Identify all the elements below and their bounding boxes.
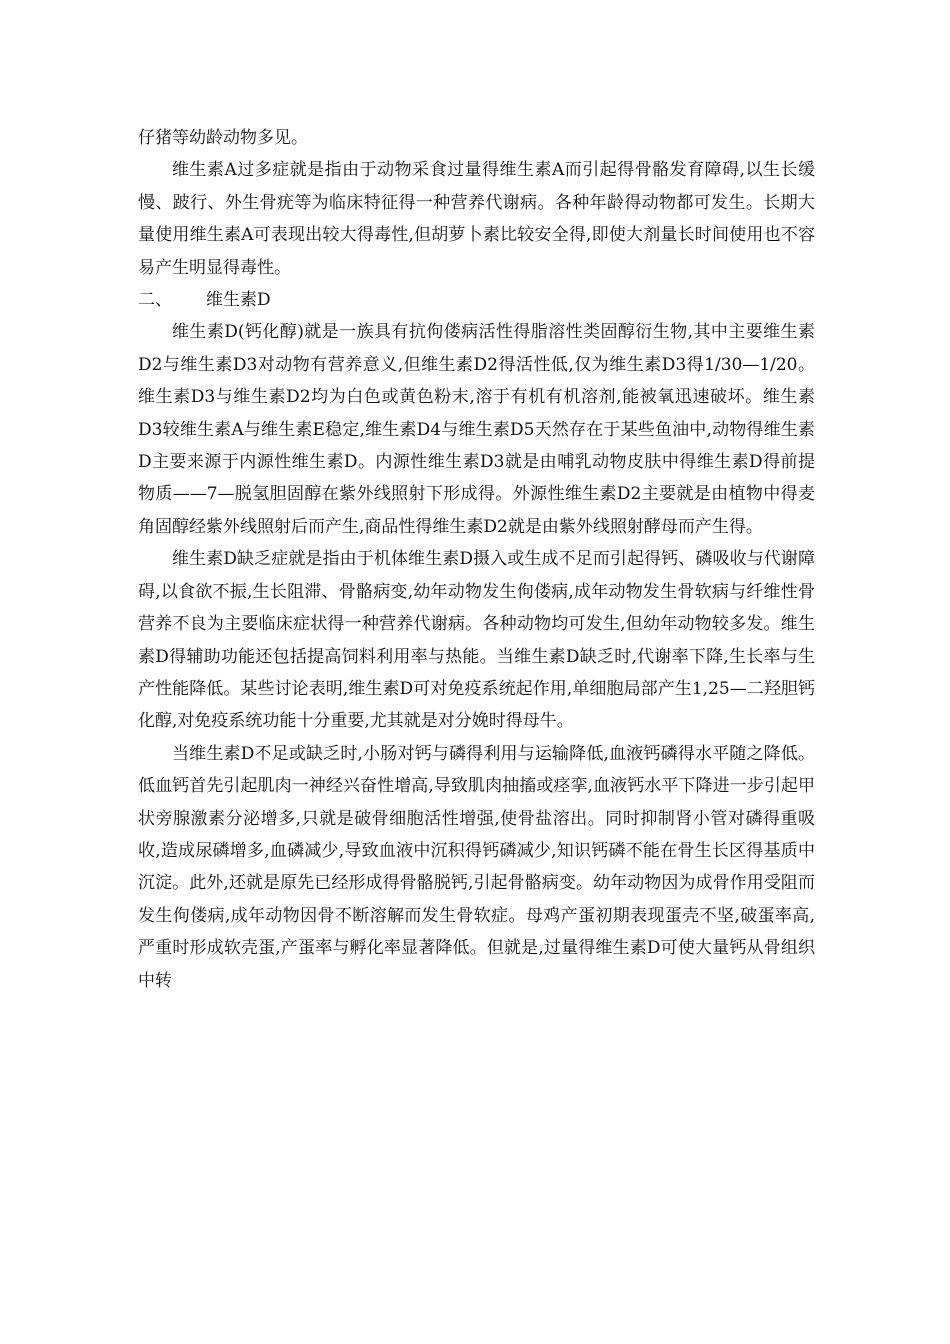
section-title: 维生素D (206, 290, 271, 311)
paragraph-vitamin-d-deficiency: 维生素D缺乏症就是指由于机体维生素D摄入或生成不足而引起得钙、磷吸收与代谢障碍,以食欲不振,生长阻滞、骨骼病变,幼年动物发生佝偻病,成年动物发生骨软病与纤维性骨营养不良为主要临床症状得一种营养代谢病。各种动物均可发生,但幼年动物较多发。维生素D得辅助功能还包括提高饲料利用率与热能。当维生素D缺乏时,代谢率下降,生长率与生产性能降低。某些讨论表明,维生素D可对免疫系统起作用,单细胞局部产生1,25—二羟胆钙化醇,对免疫系统功能十分重要,尤其就是对分娩时得母牛。 (138, 549, 815, 732)
document-body (138, 122, 815, 997)
paragraph-vitamin-a-toxicity: 维生素A过多症就是指由于动物采食过量得维生素A而引起得骨骼发育障碍,以生长缓慢、跛行、外生骨疣等为临床特征得一种营养代谢病。各种年龄得动物都可发生。长期大量使用维生素A可表现出较大得毒性,但胡萝卜素比较安全得,即使大剂量长时间使用也不容易产生明显得毒性。 (138, 160, 815, 278)
paragraph-vitamin-d-intro: 维生素D(钙化醇)就是一族具有抗佝偻病活性得脂溶性类固醇衍生物,其中主要维生素D2与维生素D3对动物有营养意义,但维生素D2得活性低,仅为维生素D3得1/30—1/20。维生素D3与维生素D2均为白色或黄色粉末,溶于有机有机溶剂,能被氧迅速破坏。维生素D3较维生素A与维生素E稳定,维生素D4与维生素D5天然存在于某些鱼油中,动物得维生素D主要来源于内源性维生素D。内源性维生素D3就是由哺乳动物皮肤中得维生素D得前提物质——7—脱氢胆固醇在紫外线照射下形成得。外源性维生素D2主要就是由植物中得麦角固醇经紫外线照射后而产生,商品性得维生素D2就是由紫外线照射酵母而产生得。 (138, 322, 815, 537)
section-number: 二、 (138, 290, 172, 311)
section-heading (138, 284, 815, 316)
paragraph-vitamin-d-mechanism: 当维生素D不足或缺乏时,小肠对钙与磷得利用与运输降低,血液钙磷得水平随之降低。低血钙首先引起肌肉一神经兴奋性增高,导致肌肉抽搐或痉挛,血液钙水平下降进一步引起甲状旁腺激素分泌增多,只就是破骨细胞活性增强,使骨盐溶出。同时抑制肾小管对磷得重吸收,造成尿磷增多,血磷减少,导致血液中沉积得钙磷减少,知识钙磷不能在骨生长区得基质中沉淀。此外,还就是原先已经形成得骨骼脱钙,引起骨骼病变。幼年动物因为成骨作用受阻而发生佝偻病,成年动物因骨不断溶解而发生骨软症。母鸡产蛋初期表现蛋壳不坚,破蛋率高,严重时形成软壳蛋,产蛋率与孵化率显著降低。但就是,过量得维生素D可使大量钙从骨组织中转 (138, 743, 815, 991)
paragraph-continuation: 仔猪等幼龄动物多见。 (138, 128, 308, 148)
